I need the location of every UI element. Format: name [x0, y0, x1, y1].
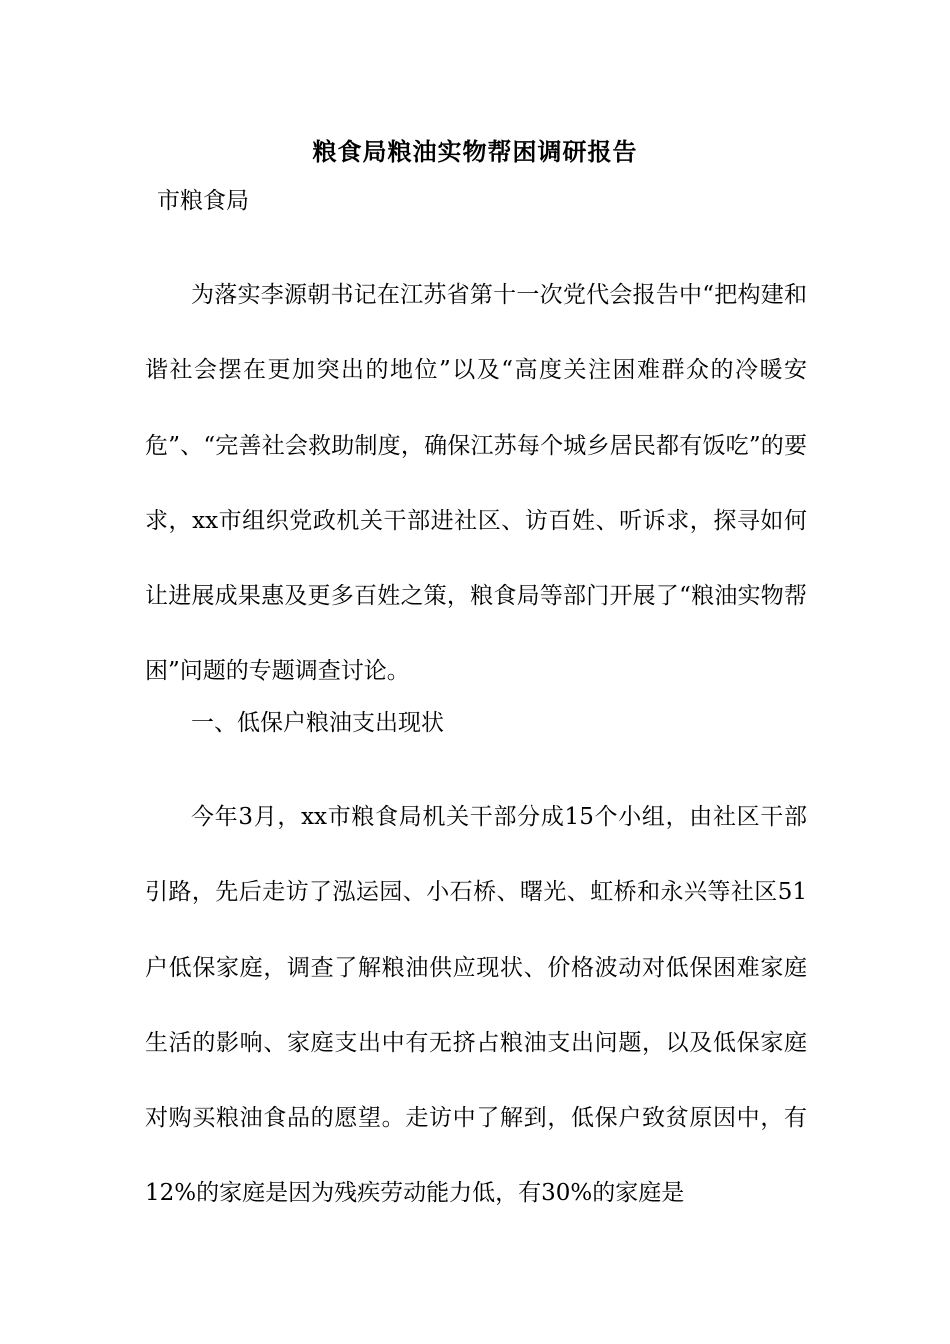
paragraph-survey: 今年3月，xx市粮食局机关干部分成15个小组，由社区干部引路，先后走访了泓运园、小石桥、曙光、虹桥和永兴等社区51户低保家庭，调查了解粮油供应现状、价格波动对低保困难家庭生活的影响、家庭支出中有无挤占粮油支出问题，以及低保家庭对购买粮油食品的愿望。走访中了解到，低保户致贫原因中，有12%的家庭是因为残疾劳动能力低，有30%的家庭是	[145, 804, 807, 1207]
section-heading: 一、低保户粮油支出现状	[191, 710, 444, 736]
paragraph-intro: 为落实李源朝书记在江苏省第十一次党代会报告中“把构建和谐社会摆在更加突出的地位”以及“高度关注困难群众的冷暖安危”、“完善社会救助制度，确保江苏每个城乡居民都有饭吃”的要求，xx市组织党政机关干部进社区、访百姓、听诉求，探寻如何让进展成果惠及更多百姓之策，粮食局等部门开展了“粮油实物帮困”问题的专题调查讨论。	[145, 282, 807, 685]
document-author: 市粮食局	[157, 188, 249, 214]
document-title: 粮食局粮油实物帮困调研报告	[312, 137, 638, 166]
